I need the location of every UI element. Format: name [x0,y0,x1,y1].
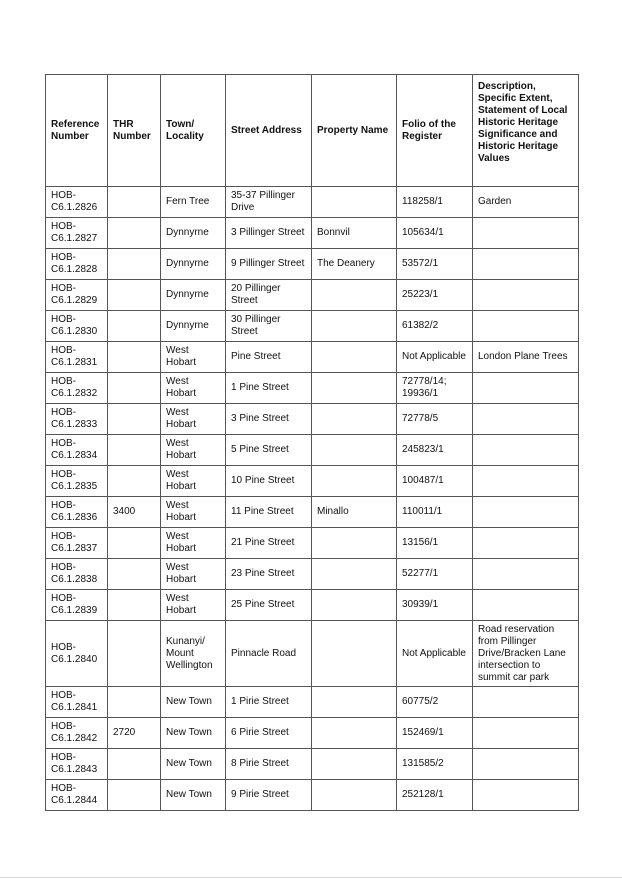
town-cell: West Hobart [161,404,226,435]
street-cell: 3 Pine Street [226,404,312,435]
table-row [46,718,579,749]
town-cell: West Hobart [161,342,226,373]
street-cell: 3 Pillinger Street [226,218,312,249]
table-row [46,373,579,404]
header-thr-number: THR Number [108,75,161,187]
folio-cell: 118258/1 [397,187,473,218]
table-row [46,249,579,280]
property-cell [312,404,397,435]
thr-cell [108,466,161,497]
folio-cell: 52277/1 [397,559,473,590]
description-cell [473,687,579,718]
thr-cell [108,280,161,311]
property-cell [312,687,397,718]
folio-cell: Not Applicable [397,621,473,687]
description-cell [473,780,579,811]
folio-cell: 13156/1 [397,528,473,559]
folio-cell: 131585/2 [397,749,473,780]
street-cell: 9 Pillinger Street [226,249,312,280]
table-body [46,187,579,811]
reference-cell: HOB-C6.1.2826 [46,187,108,218]
description-cell [473,280,579,311]
property-cell: Bonnvil [312,218,397,249]
reference-cell: HOB-C6.1.2837 [46,528,108,559]
property-cell [312,621,397,687]
header-reference-number: Reference Number [46,75,108,187]
folio-cell: Not Applicable [397,342,473,373]
town-cell: West Hobart [161,528,226,559]
description-cell: Road reservation from Pillinger Drive/Bracken Lane intersection to summit car park [473,621,579,687]
street-cell: 35-37 Pillinger Drive [226,187,312,218]
street-cell: 20 Pillinger Street [226,280,312,311]
table-header [46,75,579,187]
reference-cell: HOB-C6.1.2842 [46,718,108,749]
street-cell: 1 Pine Street [226,373,312,404]
town-cell: Dynnyrne [161,311,226,342]
property-cell [312,187,397,218]
folio-cell: 245823/1 [397,435,473,466]
table-row [46,218,579,249]
street-cell: 8 Pirie Street [226,749,312,780]
folio-cell: 61382/2 [397,311,473,342]
property-cell: The Deanery [312,249,397,280]
town-cell: Dynnyrne [161,249,226,280]
reference-cell: HOB-C6.1.2836 [46,497,108,528]
street-cell: 11 Pine Street [226,497,312,528]
thr-cell [108,621,161,687]
thr-cell [108,249,161,280]
town-cell: Fern Tree [161,187,226,218]
table-row [46,435,579,466]
thr-cell [108,218,161,249]
folio-cell: 152469/1 [397,718,473,749]
table-row [46,621,579,687]
folio-cell: 60775/2 [397,687,473,718]
town-cell: New Town [161,687,226,718]
description-cell: London Plane Trees [473,342,579,373]
page-bottom-edge [0,877,622,878]
folio-cell: 252128/1 [397,780,473,811]
description-cell: Garden [473,187,579,218]
header-folio: Folio of the Register [397,75,473,187]
heritage-register-table [45,74,579,811]
property-cell: Minallo [312,497,397,528]
folio-cell: 53572/1 [397,249,473,280]
property-cell [312,466,397,497]
thr-cell [108,780,161,811]
property-cell [312,780,397,811]
property-cell [312,311,397,342]
folio-cell: 30939/1 [397,590,473,621]
town-cell: West Hobart [161,590,226,621]
reference-cell: HOB-C6.1.2843 [46,749,108,780]
description-cell [473,749,579,780]
street-cell: 1 Pirie Street [226,687,312,718]
reference-cell: HOB-C6.1.2827 [46,218,108,249]
description-cell [473,404,579,435]
description-cell [473,249,579,280]
street-cell: 23 Pine Street [226,559,312,590]
table-row [46,780,579,811]
table-row [46,528,579,559]
table-row [46,466,579,497]
thr-cell: 2720 [108,718,161,749]
property-cell [312,718,397,749]
description-cell [473,718,579,749]
town-cell: West Hobart [161,559,226,590]
header-property-name: Property Name [312,75,397,187]
property-cell [312,373,397,404]
reference-cell: HOB-C6.1.2835 [46,466,108,497]
reference-cell: HOB-C6.1.2831 [46,342,108,373]
reference-cell: HOB-C6.1.2841 [46,687,108,718]
property-cell [312,590,397,621]
property-cell [312,528,397,559]
town-cell: West Hobart [161,435,226,466]
reference-cell: HOB-C6.1.2844 [46,780,108,811]
thr-cell [108,590,161,621]
description-cell [473,466,579,497]
reference-cell: HOB-C6.1.2830 [46,311,108,342]
header-description: Description, Specific Extent, Statement of Local Historic Heritage Significance and Historic Heritage Values [473,75,579,187]
property-cell [312,342,397,373]
street-cell: 30 Pillinger Street [226,311,312,342]
street-cell: 9 Pirie Street [226,780,312,811]
thr-cell [108,687,161,718]
town-cell: Dynnyrne [161,280,226,311]
town-cell: West Hobart [161,466,226,497]
town-cell: West Hobart [161,373,226,404]
table-row [46,559,579,590]
description-cell [473,311,579,342]
reference-cell: HOB-C6.1.2833 [46,404,108,435]
reference-cell: HOB-C6.1.2832 [46,373,108,404]
description-cell [473,559,579,590]
reference-cell: HOB-C6.1.2828 [46,249,108,280]
reference-cell: HOB-C6.1.2840 [46,621,108,687]
description-cell [473,590,579,621]
street-cell: 6 Pirie Street [226,718,312,749]
folio-cell: 110011/1 [397,497,473,528]
folio-cell: 100487/1 [397,466,473,497]
town-cell: West Hobart [161,497,226,528]
thr-cell [108,187,161,218]
reference-cell: HOB-C6.1.2834 [46,435,108,466]
description-cell [473,218,579,249]
table-row [46,311,579,342]
header-town-locality: Town/ Locality [161,75,226,187]
table-row [46,590,579,621]
town-cell: Dynnyrne [161,218,226,249]
street-cell: 10 Pine Street [226,466,312,497]
thr-cell [108,342,161,373]
town-cell: New Town [161,749,226,780]
street-cell: Pine Street [226,342,312,373]
town-cell: Kunanyi/ Mount Wellington [161,621,226,687]
property-cell [312,749,397,780]
header-street-address: Street Address [226,75,312,187]
street-cell: 5 Pine Street [226,435,312,466]
folio-cell: 25223/1 [397,280,473,311]
folio-cell: 72778/14; 19936/1 [397,373,473,404]
folio-cell: 72778/5 [397,404,473,435]
thr-cell [108,749,161,780]
property-cell [312,559,397,590]
description-cell [473,435,579,466]
town-cell: New Town [161,718,226,749]
table-row [46,687,579,718]
description-cell [473,528,579,559]
thr-cell [108,404,161,435]
table-row [46,404,579,435]
street-cell: Pinnacle Road [226,621,312,687]
description-cell [473,373,579,404]
reference-cell: HOB-C6.1.2839 [46,590,108,621]
street-cell: 21 Pine Street [226,528,312,559]
property-cell [312,435,397,466]
description-cell [473,497,579,528]
thr-cell [108,528,161,559]
town-cell: New Town [161,780,226,811]
table-row [46,280,579,311]
table-row [46,749,579,780]
table-row [46,187,579,218]
reference-cell: HOB-C6.1.2838 [46,559,108,590]
thr-cell: 3400 [108,497,161,528]
property-cell [312,280,397,311]
reference-cell: HOB-C6.1.2829 [46,280,108,311]
thr-cell [108,435,161,466]
thr-cell [108,559,161,590]
table-row [46,497,579,528]
folio-cell: 105634/1 [397,218,473,249]
street-cell: 25 Pine Street [226,590,312,621]
table-row [46,342,579,373]
header-row [46,75,579,187]
thr-cell [108,311,161,342]
thr-cell [108,373,161,404]
